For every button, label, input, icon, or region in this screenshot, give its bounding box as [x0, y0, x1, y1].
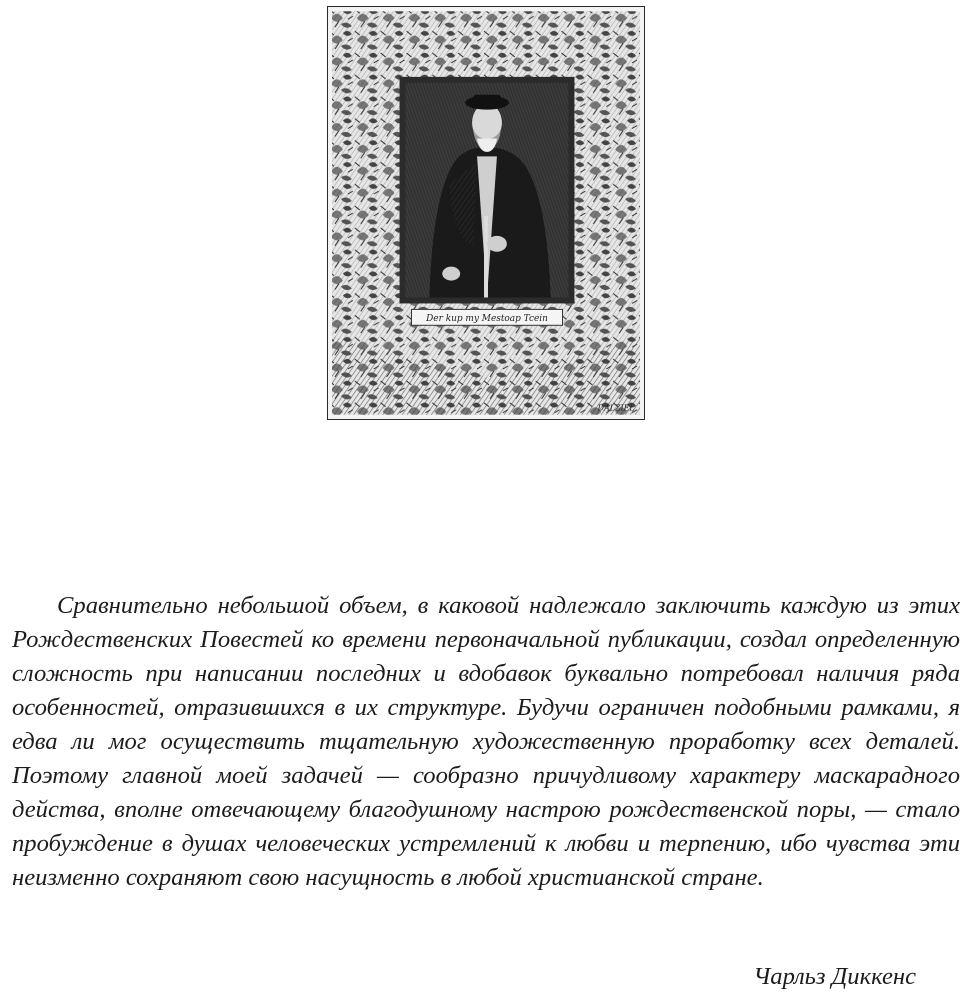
- preface-paragraph: Сравнительно небольшой объем, в каковой надлежало заключить каждую из этих Рождественских Повестей ко времени первоначальной публикации, создал определенную сложность при написании последних и вдобавок буквально потребовал наличия ряда особенностей, отразившихся в их структуре. Будучи ограничен подобными рамками, я едва ли мог осуществить тщательную художественную проработку всех деталей. Поэтому главной моей задачей — сообразно причудливому характеру маскарадного действа, вполне отвечающему благодушному настрою рождественской поры, — стало пробуждение в душах человеческих устремлений к любви и терпению, ибо чувства эти неизменно сохраняют свою насущность в любой христианской стране.: [12, 592, 960, 891]
- engraver-signature: DALZIEL: [597, 403, 635, 413]
- portrait-engraving: [327, 6, 645, 420]
- engraving-artwork: [328, 7, 644, 419]
- author-signature: Чарльз Диккенс: [753, 963, 916, 990]
- staff: [484, 216, 488, 297]
- engraving-caption: Der kup my Mestoap Tcein: [426, 313, 548, 324]
